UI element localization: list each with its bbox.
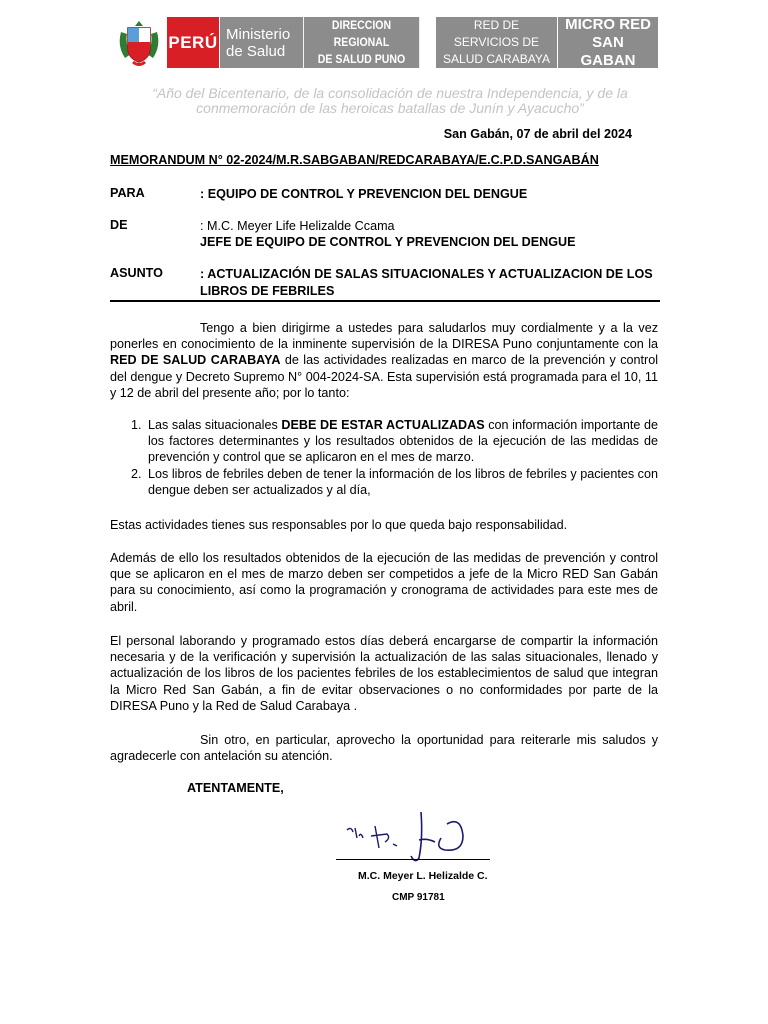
signatory-name: M.C. Meyer L. Helizalde C.: [358, 870, 488, 882]
micro-line2: SAN GABAN: [580, 33, 636, 69]
intro-part2: de las actividades realizadas en marco de la prevención y control del dengue y Decreto Supremo N° 004-2024-SA. Esta supervisión está programada para el 10, 11 y 12 de abril del presente año; por lo tanto:: [110, 353, 658, 400]
ministry-line2: de Salud: [226, 42, 286, 60]
header-divider: [110, 300, 660, 302]
intro-part1: Tengo a bien dirigirme a ustedes para saludarlos muy cordialmente y a la vez ponerles en conocimiento de la inminente supervisión de la DIRESA Puno conjuntamente con la: [110, 321, 658, 352]
list-item: [145, 417, 658, 466]
intro-paragraph: [110, 320, 658, 401]
year-motto: “Año del Bicentenario, de la consolidación de nuestra Independencia, y de la conmemoración de las heroicas batallas de Junín y Ayacucho”: [152, 85, 628, 116]
regional-direction-label: [303, 17, 419, 68]
ministry-line1: Ministerio: [226, 25, 291, 43]
ministry-label: [219, 17, 303, 68]
intro-bold: RED DE SALUD CARABAYA: [110, 353, 281, 368]
closing-salutation: ATENTAMENTE,: [187, 781, 284, 795]
item1-part1: Las salas situacionales: [148, 418, 282, 432]
para-value: : EQUIPO DE CONTROL Y PREVENCION DEL DENGUE: [200, 187, 528, 201]
results-paragraph: Además de ello los resultados obtenidos de la ejecución de las medidas de prevención y control que se aplicaron en el mes de marzo deben ser competidos a jefe de la Micro RED San Gabán para su conocimiento, así como la programación y cronograma de actividades para este mes de abril.: [110, 551, 658, 614]
micro-line1: MICRO RED: [565, 15, 651, 33]
health-network-label: [435, 17, 557, 68]
list-item: 2. Los libros de febriles deben de tener la información de los libros de febriles y pacientes con dengue deben ser actualizados y al día,: [145, 466, 658, 498]
item1-part2: con información importante de los factores determinantes y los resultados obtenidos de la ejecución de las medidas de prevención y control que se aplicaron en el mes de marzo.: [148, 418, 659, 465]
asunto-label: ASUNTO: [110, 266, 163, 280]
memo-title: MEMORANDUM N° 02-2024/M.R.SABGABAN/REDCARABAYA/E.C.P.D.SANGABÁN: [110, 153, 599, 167]
document-date: San Gabán, 07 de abril del 2024: [443, 127, 632, 141]
de-label: DE: [110, 218, 128, 232]
item1-bold: DEBE DE ESTAR ACTUALIZADAS: [281, 418, 485, 432]
peru-coat-of-arms-icon: [111, 17, 167, 68]
de-value-title: JEFE DE EQUIPO DE CONTROL Y PREVENCION DEL DENGUE: [200, 235, 576, 249]
network-line2: SALUD CARABAYA: [443, 52, 550, 66]
header-banner: [111, 17, 658, 68]
signature-line: [336, 859, 490, 860]
responsibility-paragraph: Estas actividades tienes sus responsables por lo que queda bajo responsabilidad.: [110, 518, 568, 532]
asunto-value: : ACTUALIZACIÓN DE SALAS SITUACIONALES Y ACTUALIZACION DE LOS LIBROS DE FEBRILES: [200, 267, 653, 298]
signatory-cmp: CMP 91781: [392, 892, 445, 903]
requirements-list: [110, 417, 658, 498]
network-line1: RED DE SERVICIOS DE: [453, 18, 540, 49]
micro-network-label: [557, 17, 658, 68]
de-value-name: : M.C. Meyer Life Helizalde Ccama: [200, 219, 395, 233]
direction-line2: DE SALUD PUNO: [317, 52, 406, 66]
personnel-paragraph: El personal laborando y programado estos días deberá encargarse de compartir la información necesaria y de la verificación y supervisión la actualización de las salas situacionales, llenado y actualización de los libros de los pacientes febriles de los establecimientos de salud que integran la Micro Red San Gabán, a fin de evitar observaciones o no conformidades por parte de la DIRESA Puno y la Red de Salud Carabaya .: [110, 634, 658, 713]
para-label: PARA: [110, 186, 145, 200]
farewell-paragraph: Sin otro, en particular, aprovecho la oportunidad para reiterarle mis saludos y agradecerle con antelación su atención.: [110, 733, 658, 764]
peru-label: PERÚ: [167, 17, 219, 68]
direction-line1: DIRECCION REGIONAL: [331, 18, 392, 49]
